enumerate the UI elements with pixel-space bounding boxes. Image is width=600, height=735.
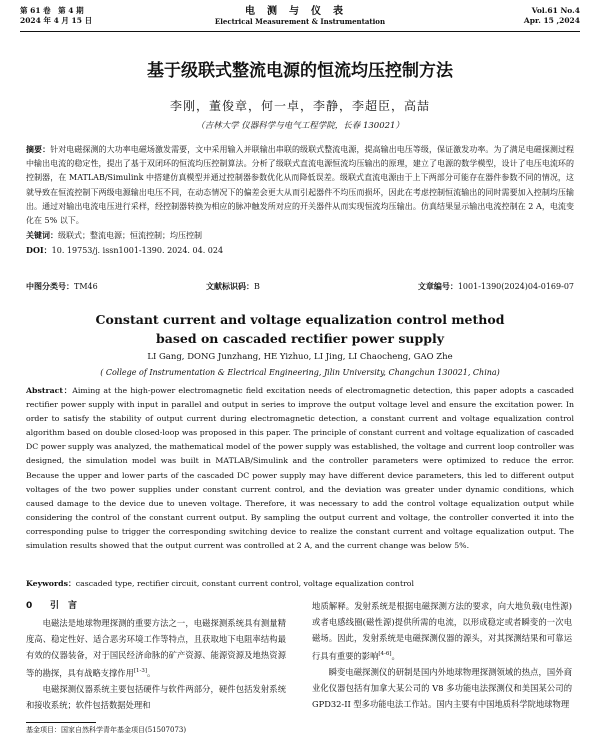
abstract-cn-label: 摘要： (26, 144, 51, 154)
header-vol-en: Vol.61 No.4 (531, 6, 580, 15)
abstract-cn-text: 针对电磁探测的大功率电磁场激发需要，文中采用输入并联输出串联的级联式整流电源，提高输出电压等级，保证激发功率。为了满足电磁探测过程中输出电流的稳定性，提出了基于双闭环的恒流均压控制算法。分析了级联式直流电源恒流均压输出的原理，建立了电源的数学模型，设计了电压电流环的控制器，在 MATLAB/Simulink 中搭建仿真模型并通过控制器参数优化从而降低误差。级联式直流电源由于上下两部分可能存在器件参数不同的情况，这就导致在恒流控制下两级电源输出电压不同，在动态情况下的偏差会更大从而引起器件不均压而损坏，因此在考虑控制恒流输出的同时需要加入控制均压输出。通过对输出电流电压进行采样，经控制器转换为相应的脉冲触发所对应的开关器件从而实现恒流均压输出。仿真结果显示输出电流控制在 2 A，电流变化在 5% 以下。 (26, 145, 575, 226)
body-text: 电磁法是地球物理探测的重要方法之一，电磁探测系统具有测量精度高、稳定性好、适合恶劣环境工作等特点，且获取地下电阻率结构最有效的仪器装备，对于国民经济命脉的矿产资源、能源资源及地热资源等的勘探，具有战略支撑作用 (26, 618, 286, 678)
keywords-en-label: Keywords： (26, 579, 76, 588)
header-date: 2024 年 4 月 15 日 (20, 16, 93, 25)
title-en-line-2: based on cascaded rectifier power supply (156, 331, 444, 346)
affiliation-en: ( College of Instrumentation & Electrical Engineering, Jilin University, Changchun 130021, China) (100, 368, 500, 377)
article-label: 文章编号： (417, 281, 458, 291)
authors-en: LI Gang, DONG Junzhang, HE Yizhuo, LI Jing, LI Chaocheng, GAO Zhe (147, 352, 453, 362)
keywords-cn-label: 关键词： (26, 230, 58, 241)
doi-label: DOI： (26, 245, 52, 256)
abstract-en-label: Abstract： (26, 386, 73, 395)
body-paragraph (26, 681, 286, 713)
doc-value: B (254, 282, 260, 291)
article-number (418, 281, 574, 292)
header-journal (20, 6, 580, 27)
section-number: 0 (26, 601, 33, 611)
article-value: 1001-1390(2024)04-0169-07 (457, 282, 574, 291)
body-text: 瞬变电磁探测仪的研制是国内外地球物理探测领域的热点，国外商业化仪器包括有加拿大某公司的 V8 多功能电法探测仪和美国某公司的 GPD32-II 型多功能电法工作站。国内主要有中国地质科学院地球物理 (312, 666, 572, 709)
citation: [4-6] (378, 651, 392, 657)
citation: [1-3] (133, 668, 148, 674)
paper-title-cn: 基于级联式整流电源的恒流均压控制方法 (147, 61, 453, 81)
abstract-en-text: Aiming at the high-power electromagnetic field excitation needs of electromagnetic detection, this paper adopts a cascaded rectifier power supply with input in parallel and output in series to improve the output voltage level and ensure the excitation power. In order to satisfy the stability of output current during electromagnetic detection, a constant current and voltage equalization control algorithm based on double closed-loop was proposed in this paper. The principle of constant current and voltage equalization of cascaded DC power supply was analyzed, the mathematical model of the power supply was established, the voltage and current loop controller was designed, the simulation model was built in MATLAB/Simulink and the controller parameters were optimized to reduce the error. Because the upper and lower parts of the cascaded DC power supply may have different device parameters, this led to different output voltages of the two power supplies under constant current control, and the deviation was greater under dynamic conditions, which caused damage to the device due to uneven voltage. Therefore, it was necessary to add the control voltage equalization output while considering the control of the constant current output. By sampling the output current and voltage, the controller converted it into the corresponding pulse to trigger the corresponding switching device to realize the constant current and voltage equalization output. The simulation results showed that the output current was controlled at 2 A, and the current change was below 5%. (26, 386, 574, 551)
section-heading (26, 598, 286, 614)
footnote: 基金项目：国家自然科学青年基金项目(51507073) (26, 726, 187, 734)
header-date-en: Apr. 15 ,2024 (523, 16, 580, 25)
clc-value: TM46 (74, 282, 98, 291)
footnote-rule (26, 722, 96, 723)
paper-title-en (0, 310, 600, 348)
doi-text: 10. 19753/j. issn1001-1390. 2024. 04. 024 (51, 246, 224, 256)
body-text: 电磁探测仪器系统主要包括硬件与软件两部分，硬件包括发射系统和接收系统；软件包括数据处理和 (26, 683, 286, 710)
clc-code (26, 281, 98, 292)
body-column-left (26, 598, 286, 713)
header-issue-info (524, 6, 580, 26)
body-text: 地质解释。发射系统是根据电磁探测方法的要求，向大地负载(电性源)或者电感线圈(磁性源)提供所需的电流，以形成稳定或者瞬变的一次电磁场。因此，发射系统是电磁探测仪器的源头，对其探测结果和可靠运行具有重要的影响 (312, 601, 572, 661)
header-rule (20, 31, 580, 32)
abstract-cn (26, 142, 574, 259)
doc-label: 文献标识码： (206, 281, 254, 291)
authors-cn: 李刚，董俊章，何一卓，李静，李超臣，高喆 (169, 99, 430, 113)
clc-label: 中图分类号： (26, 281, 74, 291)
affiliation-cn: （吉林大学 仪器科学与电气工程学院，长春 130021） (196, 121, 404, 131)
body-paragraph (312, 664, 572, 712)
journal-name-cn: 电测与仪表 (245, 6, 355, 17)
section-title: 引 言 (50, 601, 78, 611)
keywords-en-text: cascaded type, rectifier circuit, constant current control, voltage equalization control (75, 579, 414, 588)
body-paragraph: 电磁法是地球物理探测的重要方法之一，电磁探测系统具有测量精度高、稳定性好、适合恶劣环境工作等特点，且获取地下电阻率结构最有效的仪器装备，对于国民经济命脉的矿产资源、能源资源及地热资源等的勘探，具有战略支撑作用[1-3]。 (26, 618, 286, 678)
keywords-en (26, 578, 574, 589)
header-volume: 第 61 卷 第 4 期 (20, 6, 84, 15)
keywords-cn-text: 级联式；整流电源；恒流控制；均压控制 (58, 231, 202, 241)
abstract-en (26, 384, 574, 553)
body-column-right (312, 598, 572, 712)
doc-code (206, 281, 260, 292)
body-paragraph: 地质解释。发射系统是根据电磁探测方法的要求，向大地负载(电性源)或者电感线圈(磁性源)提供所需的电流，以形成稳定或者瞬变的一次电磁场。因此，发射系统是电磁探测仪器的源头，对其探测结果和可靠运行具有重要的影响[4-6]。 (312, 601, 572, 661)
title-en-line-1: Constant current and voltage equalization control method (95, 312, 505, 327)
journal-name-en: Electrical Measurement & Instrumentation (214, 17, 386, 26)
running-header (20, 6, 580, 28)
